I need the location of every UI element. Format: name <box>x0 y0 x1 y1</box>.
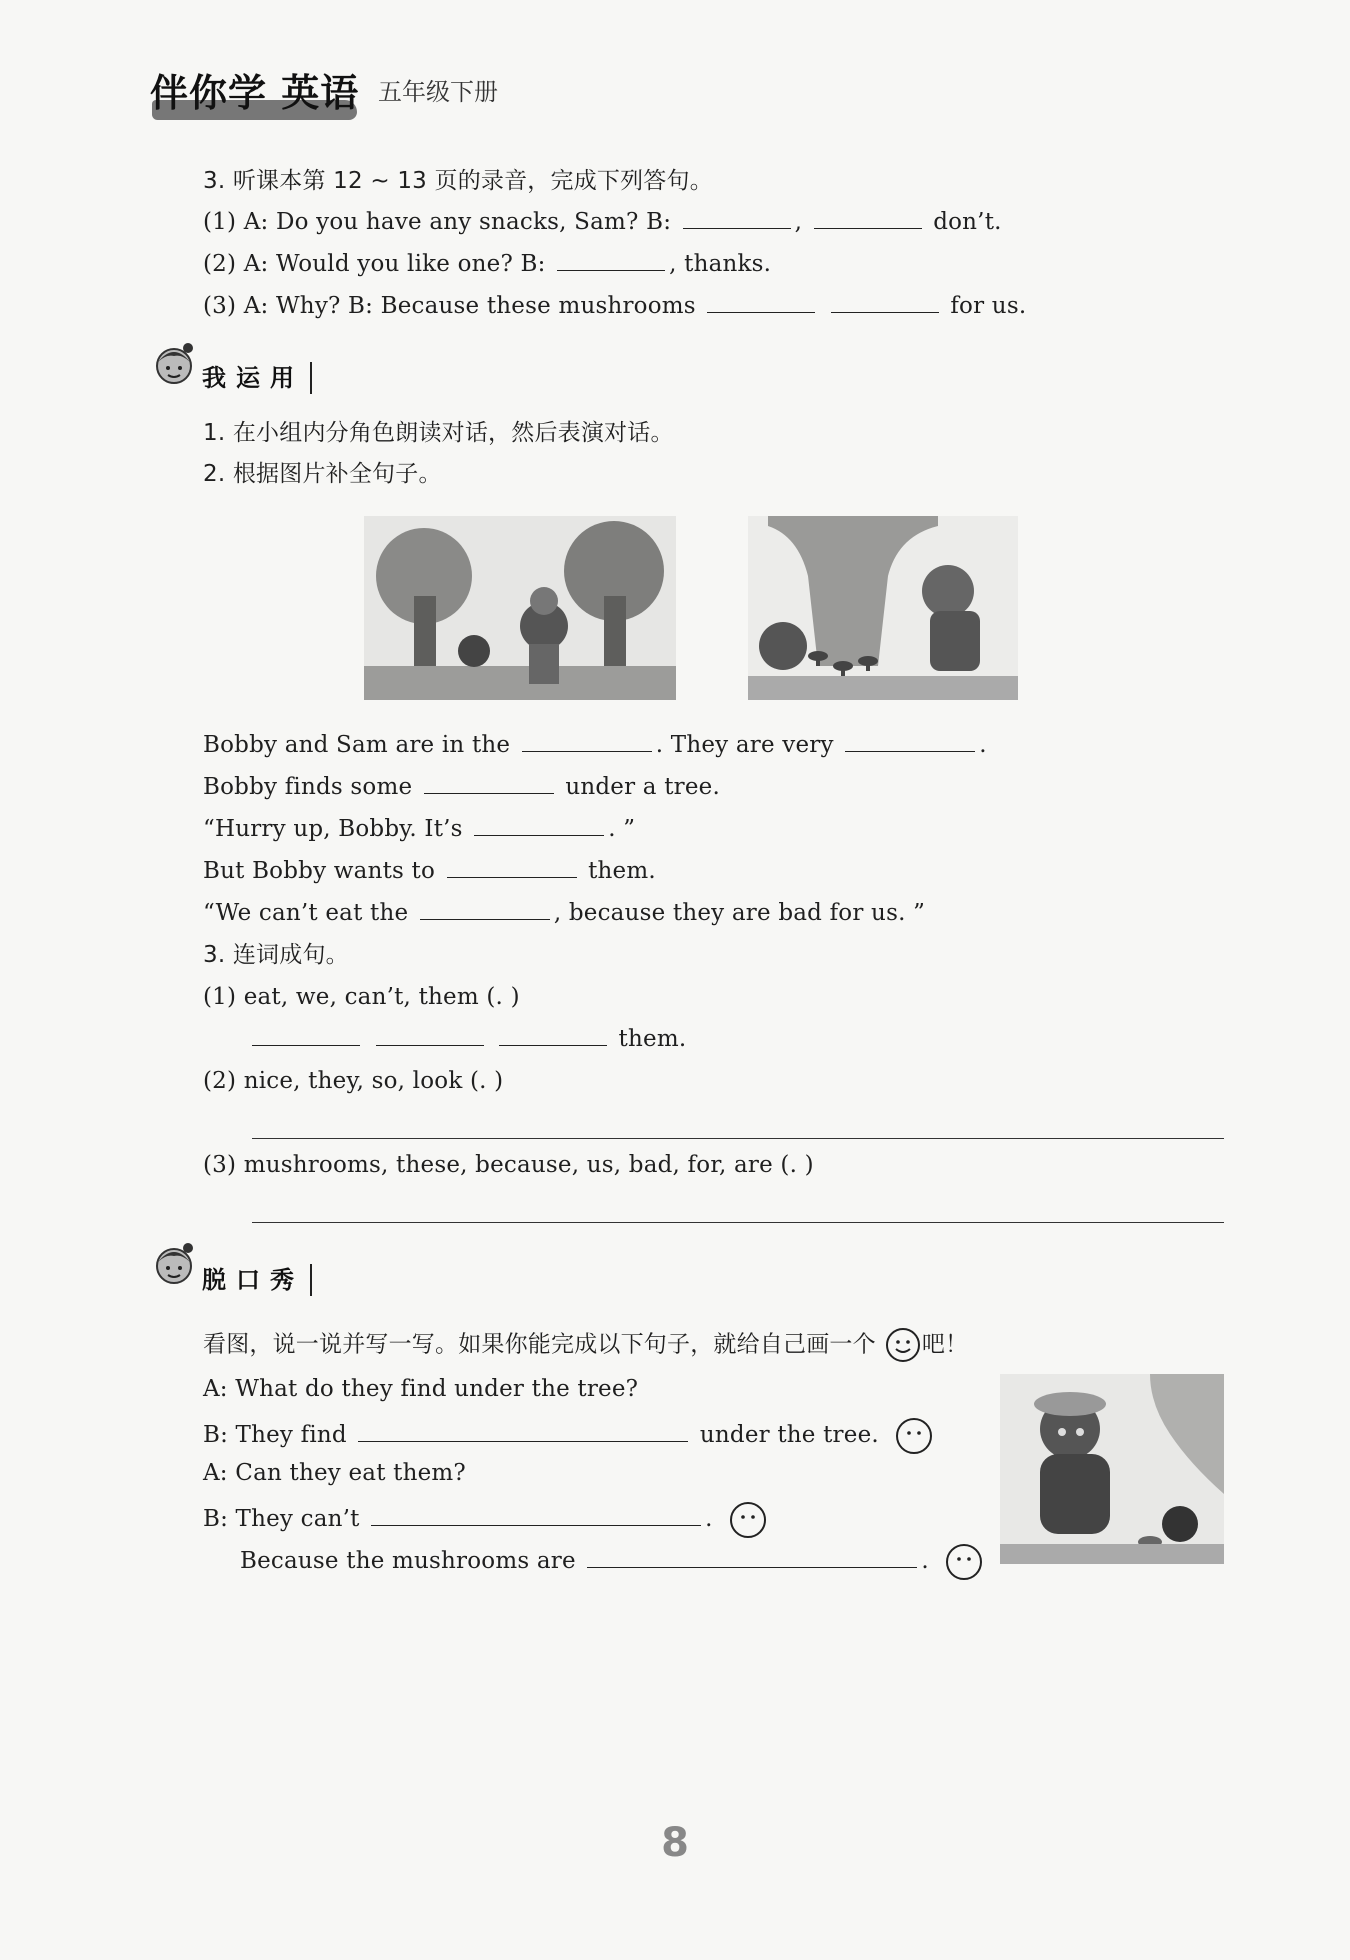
word-order-1: (1) eat, we, can’t, them (. ) <box>203 984 520 1010</box>
answer-blank[interactable] <box>420 899 550 920</box>
picture-sentence-1: Bobby and Sam are in the . They are very . <box>203 732 987 758</box>
answer-blank[interactable] <box>522 731 652 752</box>
answer-blank[interactable] <box>587 1547 917 1568</box>
girl-mascot-icon <box>148 1240 200 1294</box>
word-order-1-answer: them. <box>252 1024 686 1054</box>
dialogue-line-5: Because the mushrooms are . <box>240 1542 984 1582</box>
talk-intro: 看图，说一说并写一写。如果你能完成以下句子，就给自己画一个 吧！ <box>203 1326 968 1364</box>
answer-blank[interactable] <box>499 1025 607 1046</box>
word-order-3: (3) mushrooms, these, because, us, bad, for, are (. ) <box>203 1152 814 1178</box>
bear-with-mushrooms-image <box>1000 1374 1224 1564</box>
use-item-1: 1. 在小组内分角色朗读对话，然后表演对话。 <box>203 420 674 446</box>
answer-blank[interactable] <box>474 815 604 836</box>
dialogue-line-2: B: They find under the tree. <box>203 1416 934 1456</box>
section-title-talk: 脱口秀 <box>202 1264 312 1296</box>
use-item-2: 2. 根据图片补全句子。 <box>203 461 442 487</box>
answer-line[interactable] <box>252 1222 1224 1223</box>
answer-blank[interactable] <box>424 773 554 794</box>
answer-blank[interactable] <box>814 208 922 229</box>
answer-line[interactable] <box>252 1138 1224 1139</box>
picture-sentence-5: “We can’t eat the , because they are bad for us. ” <box>203 900 926 926</box>
girl-mascot-icon <box>148 340 200 394</box>
empty-face-icon[interactable] <box>944 1542 984 1582</box>
answer-blank[interactable] <box>252 1025 360 1046</box>
answer-blank[interactable] <box>683 208 791 229</box>
picture-sentence-4: But Bobby wants to them. <box>203 858 656 884</box>
mushroom-scene-image <box>748 516 1018 700</box>
answer-blank[interactable] <box>707 292 815 313</box>
forest-scene-image <box>364 516 676 700</box>
book-subtitle: 五年级下册 <box>378 78 498 106</box>
picture-sentence-2: Bobby finds some under a tree. <box>203 774 720 800</box>
answer-blank[interactable] <box>376 1025 484 1046</box>
book-title: 伴你学 英语 <box>150 71 360 115</box>
answer-blank[interactable] <box>358 1421 688 1442</box>
smiley-icon <box>884 1326 922 1364</box>
answer-blank[interactable] <box>557 250 665 271</box>
picture-sentence-3: “Hurry up, Bobby. It’s . ” <box>203 816 636 842</box>
answer-blank[interactable] <box>371 1505 701 1526</box>
answer-blank[interactable] <box>831 292 939 313</box>
answer-blank[interactable] <box>845 731 975 752</box>
use-item-3: 3. 连词成句。 <box>203 942 349 968</box>
listening-q2: (2) A: Would you like one? B: , thanks. <box>203 251 772 277</box>
dialogue-line-3: A: Can they eat them? <box>203 1460 466 1486</box>
dialogue-line-1: A: What do they find under the tree? <box>203 1376 639 1402</box>
empty-face-icon[interactable] <box>728 1500 768 1540</box>
listening-q3: (3) A: Why? B: Because these mushrooms for us. <box>203 293 1027 319</box>
word-order-2: (2) nice, they, so, look (. ) <box>203 1068 504 1094</box>
section-title-use: 我运用 <box>202 362 312 394</box>
listening-heading: 3. 听课本第 12 ~ 13 页的录音，完成下列答句。 <box>203 168 713 194</box>
listening-q1: (1) A: Do you have any snacks, Sam? B: , don’t. <box>203 209 1002 235</box>
dialogue-line-4: B: They can’t . <box>203 1500 768 1540</box>
empty-face-icon[interactable] <box>894 1416 934 1456</box>
page-number: 8 <box>661 1820 689 1866</box>
answer-blank[interactable] <box>447 857 577 878</box>
